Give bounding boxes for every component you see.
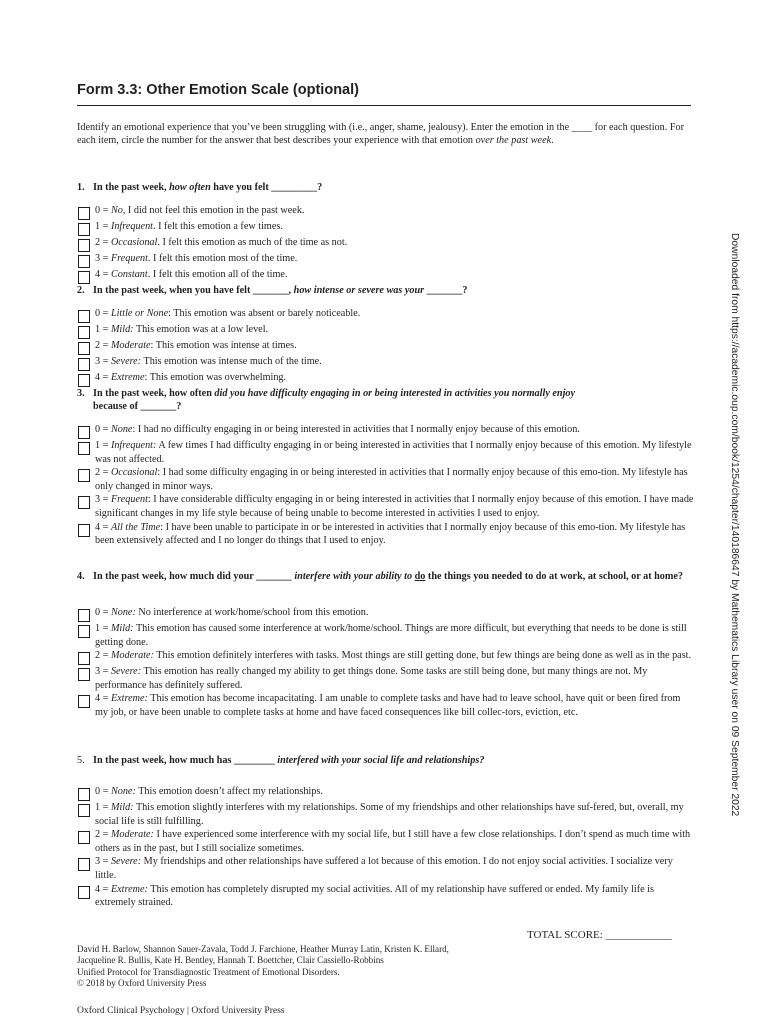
question-text: In the past week, when you have felt _______, bbox=[93, 285, 294, 296]
citation-line: Jacqueline R. Bullis, Kate H. Bentley, Hannah T. Boettcher, Clair Cassiello-Robbins bbox=[77, 955, 384, 966]
answer-checkbox[interactable] bbox=[78, 886, 90, 899]
option-description: This emotion slightly interferes with my relationships. Some of my friendships and other relationships have suf-fered, but, overall, my social life is still fulfilling. bbox=[95, 802, 684, 827]
option-description: No interference at work/home/school from this emotion. bbox=[135, 607, 369, 618]
option-description: : I had no difficulty engaging in or being interested in activities that I normally enjoy because of this emotion. bbox=[132, 424, 580, 435]
answer-checkbox[interactable] bbox=[78, 625, 90, 638]
answer-checkbox[interactable] bbox=[78, 426, 90, 439]
question-text: In the past week, how much has ________ bbox=[93, 755, 278, 766]
answer-checkbox[interactable] bbox=[78, 223, 90, 236]
option-0 bbox=[78, 606, 694, 622]
question-2 bbox=[77, 284, 693, 297]
option-0 bbox=[78, 204, 694, 220]
option-label: Severe: bbox=[110, 856, 142, 868]
answer-checkbox[interactable] bbox=[78, 310, 90, 323]
question-text-end: because of _______? bbox=[93, 401, 182, 413]
answer-checkbox[interactable] bbox=[78, 442, 90, 455]
option-description: This emotion has become incapacitating. I am unable to complete tasks and have had to leave school, have quit or been fired from my job, or have been unable to complete tasks at home and have faced consequences like bill collec-tors, eviction, etc. bbox=[95, 693, 681, 718]
option-3 bbox=[78, 355, 694, 371]
option-3 bbox=[78, 665, 694, 692]
option-description: : This emotion was intense at times. bbox=[150, 340, 297, 351]
question-text-end: have you felt _________? bbox=[210, 182, 323, 193]
option-value: 2 = bbox=[95, 237, 111, 248]
question-emphasis: did you have difficulty engaging in or being interested in activities you normally enjoy bbox=[214, 388, 576, 399]
answer-checkbox[interactable] bbox=[78, 239, 90, 252]
question-number: 4. bbox=[77, 571, 85, 582]
option-label: None: bbox=[110, 786, 136, 797]
option-description: : I have been unable to participate in or be interested in activities that I normally enjoy because of this emo-tion. My lifestyle has been extensively affected and I no longer do things that I used to enjoy. bbox=[95, 521, 686, 547]
answer-checkbox[interactable] bbox=[78, 342, 90, 355]
option-label: Little or None bbox=[110, 308, 169, 319]
option-2 bbox=[78, 236, 694, 252]
answer-checkbox[interactable] bbox=[78, 652, 90, 665]
option-2 bbox=[78, 649, 694, 665]
option-value: 1 = bbox=[95, 324, 111, 335]
question-4-options bbox=[78, 606, 694, 720]
option-label: Mild: bbox=[110, 802, 134, 813]
option-3 bbox=[78, 493, 694, 520]
question-text: In the past week, how often bbox=[93, 388, 215, 399]
option-description: . I felt this emotion a few times. bbox=[153, 221, 283, 232]
form-title: Form 3.3: Other Emotion Scale (optional) bbox=[77, 82, 359, 98]
option-description: I have experienced some interference with my social life, but I still have a few close relationships. I don’t spend as much time with others as in the past, but I still socialize sometimes. bbox=[95, 829, 691, 854]
option-label: Severe: bbox=[110, 666, 142, 678]
option-value: 1 = bbox=[95, 623, 111, 634]
question-text: In the past week, how much did your _______ bbox=[93, 571, 295, 582]
option-4 bbox=[78, 883, 694, 910]
option-value: 2 = bbox=[95, 467, 111, 479]
option-description: This emotion doesn’t affect my relationships. bbox=[135, 786, 323, 797]
question-4 bbox=[77, 570, 693, 583]
answer-checkbox[interactable] bbox=[78, 858, 90, 871]
option-0 bbox=[78, 307, 694, 323]
option-value: 4 = bbox=[95, 269, 111, 280]
option-description: A few times I had difficulty engaging in or being interested in activities that I normally enjoy because of this emotion. My lifestyle was not affected. bbox=[95, 440, 692, 465]
question-number: 3. bbox=[77, 388, 85, 399]
answer-checkbox[interactable] bbox=[78, 207, 90, 220]
answer-checkbox[interactable] bbox=[78, 668, 90, 681]
answer-checkbox[interactable] bbox=[78, 326, 90, 339]
option-1 bbox=[78, 323, 694, 339]
option-value: 0 = bbox=[95, 308, 111, 319]
question-number: 5. bbox=[77, 755, 85, 766]
answer-checkbox[interactable] bbox=[78, 804, 90, 817]
option-value: 0 = bbox=[95, 786, 111, 797]
option-description: : I had some difficulty engaging in or being interested in activities that I normally enjoy because of this emo-tion. My lifestyle has only changed in minor ways. bbox=[95, 467, 688, 492]
question-emphasis: how intense or severe was your bbox=[293, 285, 425, 296]
answer-checkbox[interactable] bbox=[78, 255, 90, 268]
option-label: Occasional bbox=[110, 467, 158, 479]
option-value: 2 = bbox=[95, 650, 111, 662]
option-label: Severe: bbox=[110, 356, 142, 367]
option-label: All the Time bbox=[110, 521, 161, 533]
option-label: Moderate: bbox=[110, 650, 154, 662]
option-label: Mild: bbox=[110, 623, 134, 634]
option-1 bbox=[78, 801, 694, 828]
option-value: 1 = bbox=[95, 440, 111, 451]
instructions bbox=[77, 121, 691, 148]
question-3-options bbox=[78, 423, 694, 548]
option-description: This emotion definitely interferes with tasks. Most things are still getting done, but few things are being done as well as in the past. bbox=[153, 650, 692, 662]
option-value: 3 = bbox=[95, 494, 111, 506]
option-1 bbox=[78, 622, 694, 649]
option-value: 4 = bbox=[95, 372, 111, 383]
question-emphasis: interfered with your social life and relationships? bbox=[277, 755, 485, 766]
question-number: 2. bbox=[77, 285, 85, 296]
option-description: This emotion was at a low level. bbox=[133, 324, 269, 335]
option-label: No bbox=[110, 205, 123, 216]
option-description: : I have considerable difficulty engaging in or being interested in activities that I normally enjoy because of this emotion. I have made significant changes in my life style because of being unable to become interested in activities I used to enjoy. bbox=[95, 494, 694, 519]
question-emphasis: interfere with your ability to bbox=[294, 571, 413, 582]
question-5 bbox=[77, 754, 693, 767]
citation-line: David H. Barlow, Shannon Sauer-Zavala, Todd J. Farchione, Heather Murray Latin, Kristen K. Ellard, bbox=[77, 944, 449, 954]
option-description: . I felt this emotion all of the time. bbox=[147, 269, 288, 280]
answer-checkbox[interactable] bbox=[78, 374, 90, 387]
option-description: , I did not feel this emotion in the past week. bbox=[122, 205, 305, 216]
instructions-end: . bbox=[551, 135, 554, 147]
option-label: Extreme: bbox=[110, 883, 148, 895]
option-description: . I felt this emotion most of the time. bbox=[147, 253, 298, 264]
option-label: None: bbox=[110, 607, 136, 618]
option-label: Extreme bbox=[110, 372, 145, 383]
answer-checkbox[interactable] bbox=[78, 271, 90, 284]
option-2 bbox=[78, 466, 694, 493]
option-value: 0 = bbox=[95, 205, 111, 216]
citation-block bbox=[77, 944, 691, 990]
option-value: 4 = bbox=[95, 693, 111, 705]
publisher-footer: Oxford Clinical Psychology | Oxford University Press bbox=[77, 1005, 285, 1016]
option-1 bbox=[78, 439, 694, 466]
question-text: In the past week, bbox=[93, 182, 170, 193]
option-label: Extreme: bbox=[110, 693, 148, 705]
download-watermark: Downloaded from https://academic.oup.com/book/1254/chapter/140186647 by Mathematics Library user on 09 September 2022 bbox=[729, 233, 740, 817]
answer-checkbox[interactable] bbox=[78, 524, 90, 537]
total-score-field[interactable]: TOTAL SCORE: ____________ bbox=[527, 929, 672, 941]
question-number: 1. bbox=[77, 182, 85, 193]
question-3 bbox=[77, 387, 693, 413]
citation-line: Unified Protocol for Transdiagnostic Treatment of Emotional Disorders. bbox=[77, 966, 340, 977]
option-description: My friendships and other relationships have suffered a lot because of this emotion. I do not enjoy social activities. I socialize very little. bbox=[95, 856, 673, 881]
option-description: : This emotion was absent or barely noticeable. bbox=[168, 308, 361, 319]
option-4 bbox=[78, 268, 694, 284]
option-2 bbox=[78, 339, 694, 355]
option-label: Frequent bbox=[110, 253, 148, 264]
option-0 bbox=[78, 785, 694, 801]
option-value: 1 = bbox=[95, 802, 111, 813]
instructions-text: Identify an emotional experience that you’ve been struggling with (i.e., anger, shame, jealousy). Enter the emotion in the ____ for each question. For each item, circle the number for the answer that best describes your experience with that emotion bbox=[77, 122, 684, 147]
question-emphasis: how often bbox=[169, 182, 211, 193]
answer-checkbox[interactable] bbox=[78, 358, 90, 371]
option-value: 4 = bbox=[95, 521, 111, 533]
option-description: This emotion was intense much of the time. bbox=[141, 356, 322, 367]
option-value: 0 = bbox=[95, 607, 111, 618]
option-value: 0 = bbox=[95, 424, 111, 435]
option-2 bbox=[78, 828, 694, 855]
option-description: This emotion has caused some interference at work/home/school. Things are more difficult, but everything that needs to be done is still getting done. bbox=[95, 623, 687, 648]
option-value: 3 = bbox=[95, 856, 111, 868]
option-value: 1 = bbox=[95, 221, 111, 232]
question-text-end: the things you needed to do at work, at school, or at home? bbox=[425, 571, 683, 582]
option-4 bbox=[78, 521, 694, 548]
question-1 bbox=[77, 181, 693, 194]
citation-line: © 2018 by Oxford University Press bbox=[77, 978, 207, 989]
option-3 bbox=[78, 855, 694, 882]
answer-checkbox[interactable] bbox=[78, 788, 90, 801]
option-value: 3 = bbox=[95, 356, 111, 367]
option-description: This emotion has really changed my ability to get things done. Some tasks are still being done, but many things are not. My performance has definitely suffered. bbox=[95, 666, 648, 691]
question-text-end: _______? bbox=[424, 285, 468, 296]
option-label: Occasional bbox=[110, 237, 158, 248]
question-underlined: do bbox=[414, 571, 426, 582]
option-value: 2 = bbox=[95, 829, 111, 841]
option-label: Mild: bbox=[110, 324, 134, 335]
option-label: Constant bbox=[110, 269, 148, 280]
option-0 bbox=[78, 423, 694, 439]
option-label: Infrequent: bbox=[110, 440, 157, 451]
option-1 bbox=[78, 220, 694, 236]
question-2-options bbox=[78, 307, 694, 387]
option-label: Infrequent bbox=[110, 221, 153, 232]
option-description: : This emotion was overwhelming. bbox=[144, 372, 287, 383]
option-label: Moderate: bbox=[110, 829, 154, 841]
option-value: 3 = bbox=[95, 253, 111, 264]
answer-checkbox[interactable] bbox=[78, 695, 90, 708]
option-4 bbox=[78, 371, 694, 387]
answer-checkbox[interactable] bbox=[78, 831, 90, 844]
option-label: None bbox=[110, 424, 133, 435]
option-label: Moderate bbox=[110, 340, 151, 351]
option-description: This emotion has completely disrupted my social activities. All of my relationship have suffered or ended. My family life is extremely strained. bbox=[95, 883, 654, 909]
option-value: 4 = bbox=[95, 883, 111, 895]
instructions-emphasis: over the past week bbox=[475, 135, 552, 147]
option-3 bbox=[78, 252, 694, 268]
option-value: 3 = bbox=[95, 666, 111, 678]
answer-checkbox[interactable] bbox=[78, 469, 90, 482]
question-1-options bbox=[78, 204, 694, 284]
title-divider bbox=[77, 105, 691, 106]
answer-checkbox[interactable] bbox=[78, 496, 90, 509]
question-5-options bbox=[78, 785, 694, 910]
option-label: Frequent bbox=[110, 494, 148, 506]
option-description: . I felt this emotion as much of the time as not. bbox=[157, 237, 348, 248]
option-4 bbox=[78, 692, 694, 719]
answer-checkbox[interactable] bbox=[78, 609, 90, 622]
option-value: 2 = bbox=[95, 340, 111, 351]
